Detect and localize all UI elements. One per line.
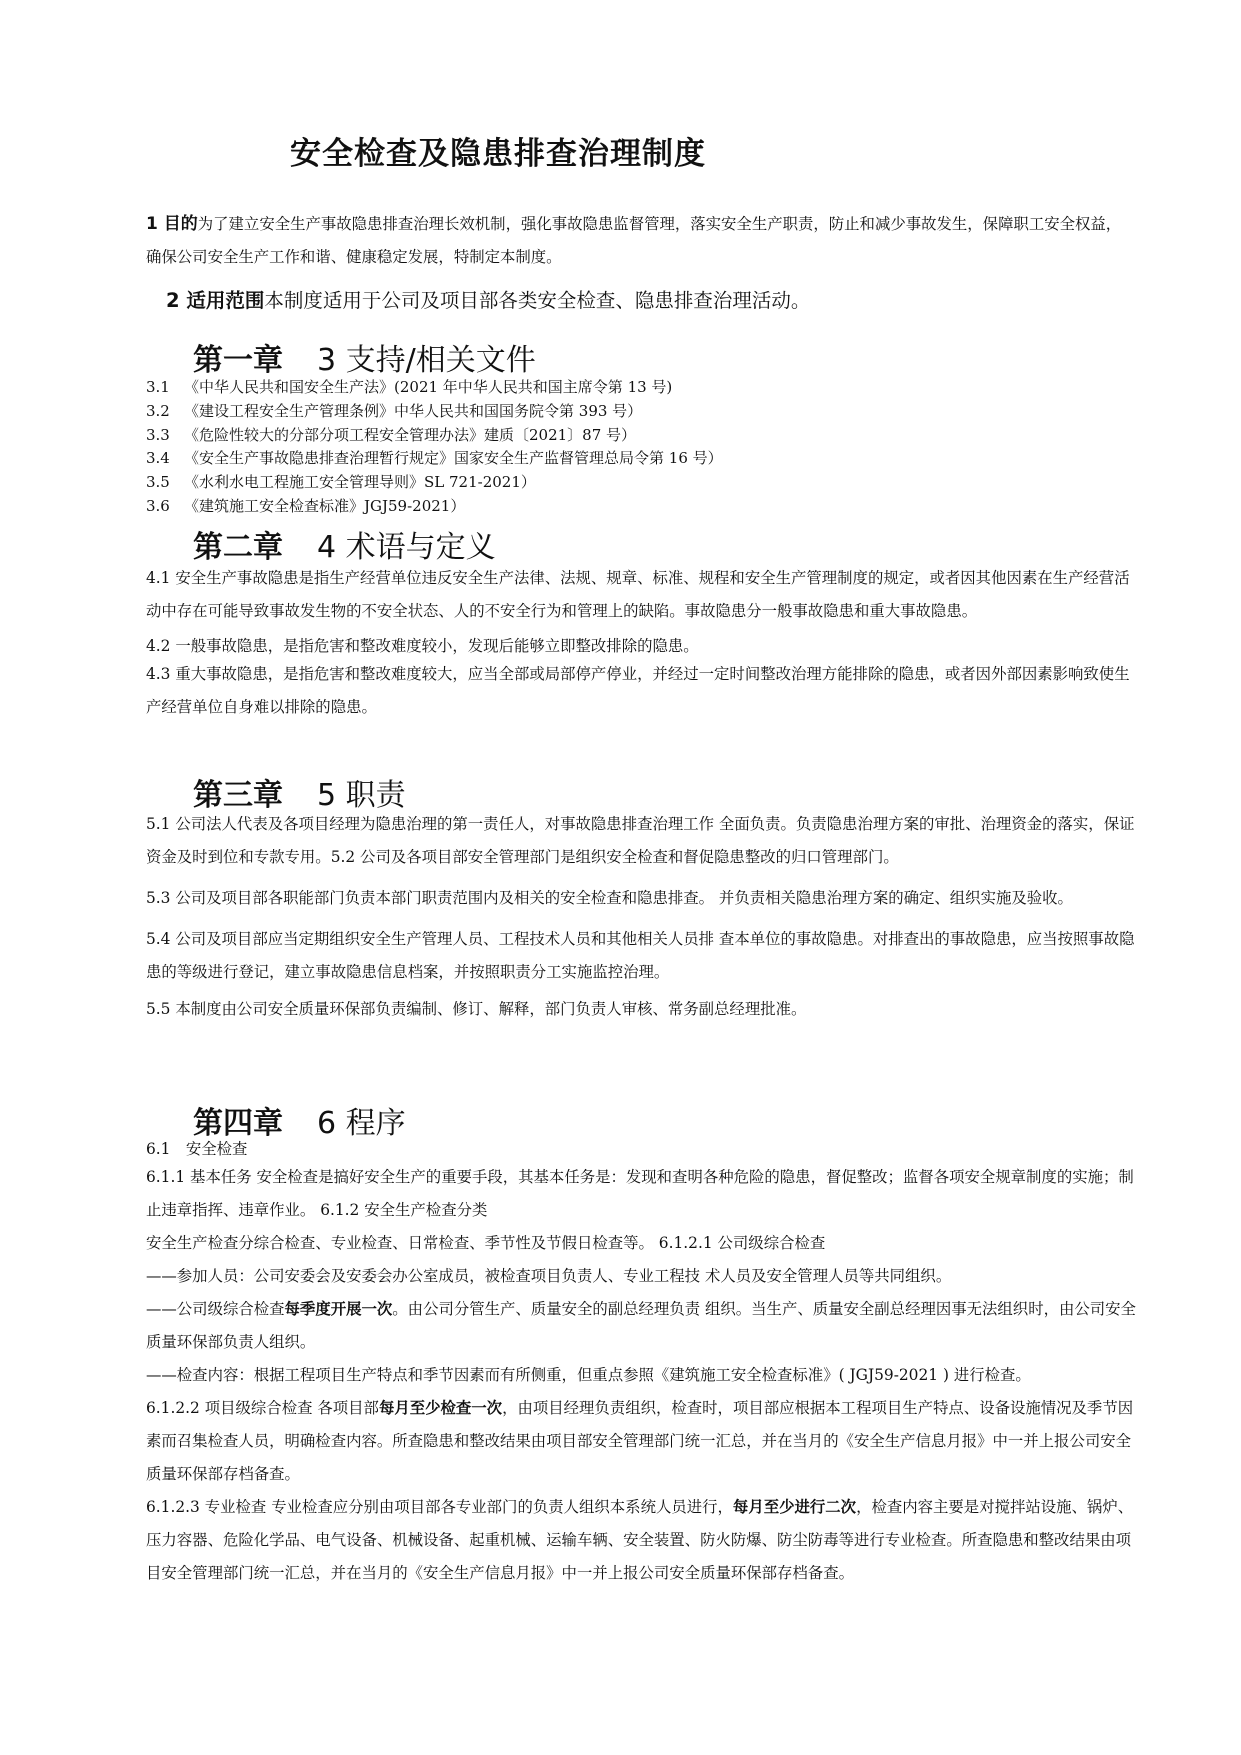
category-6-1-2: 安全生产检查分综合检查、专业检查、日常检查、季节性及节假日检查等。 6.1.2.1 公司级综合检查	[146, 1234, 826, 1252]
chapter-2-heading	[193, 522, 496, 566]
reference-item: 3.3 《危险性较大的分部分项工程安全管理办法》建质〔2021〕87 号）	[146, 425, 637, 444]
purpose-section	[146, 208, 1136, 274]
section-6-1: 6.1 安全检查	[146, 1140, 248, 1158]
definition-4-3: 4.3 重大事故隐患，是指危害和整改难度较大，应当全部或局部停产停业，并经过一定时间整改治理方能排除的隐患，或者因外部因素影响致使生产经营单位自身难以排除的隐患。	[146, 665, 1130, 716]
chapter-2-body	[146, 562, 1136, 724]
duty-5-3: 5.3 公司及项目部各职能部门负责本部门职责范围内及相关的安全检查和隐患排查。 并负责相关隐患治理方案的确定、组织实施及验收。	[146, 889, 1073, 907]
reference-item: 3.2 《建设工程安全生产管理条例》中华人民共和国国务院令第 393 号）	[146, 401, 643, 420]
chapter-1-heading	[193, 335, 536, 379]
definition-4-2: 4.2 一般事故隐患，是指危害和整改难度较小，发现后能够立即整改排除的隐患。	[146, 637, 699, 655]
task-6-1-1: 6.1.1 基本任务 安全检查是搞好安全生产的重要手段，其基本任务是：发现和查明各种危险的隐患，督促整改；监督各项安全规章制度的实施；制止违章指挥、违章作业。 6.1.2 安全生产检查分类	[146, 1168, 1134, 1219]
reference-item: 3.1 《中华人民共和国安全生产法》(2021 年中华人民共和国主席令第 13 号)	[146, 378, 673, 396]
duty-5-5: 5.5 本制度由公司安全质量环保部负责编制、修订、解释，部门负责人审核、常务副总经理批准。	[146, 1000, 807, 1018]
scope-text: 本制度适用于公司及项目部各类安全检查、隐患排查治理活动。	[264, 289, 811, 312]
participants: ——参加人员：公司安委会及安委会办公室成员，被检查项目负责人、专业工程技 术人员及安全管理人员等共同组织。	[146, 1267, 952, 1285]
inspection-content: ——检查内容：根据工程项目生产特点和季节因素而有所侧重，但重点参照《建筑施工安全检查标准》( JGJ59-2021 ) 进行检查。	[146, 1366, 1031, 1384]
chapter-3-number: 第三章	[193, 778, 283, 813]
company-inspection: ——公司级综合检查每季度开展一次。由公司分管生产、质量安全的副总经理负责 组织。当生产、质量安全副总经理因事无法组织时，由公司安全质量环保部负责人组织。	[146, 1300, 1136, 1351]
chapter-4-number: 第四章	[193, 1106, 283, 1141]
chapter-1-number: 第一章	[193, 343, 283, 378]
chapter-4-title: 6 程序	[317, 1106, 406, 1141]
document-title: 安全检查及隐患排查治理制度	[290, 136, 706, 172]
chapter-3-body	[146, 808, 1136, 1026]
project-inspection: 6.1.2.2 项目级综合检查 各项目部每月至少检查一次，由项目经理负责组织，检查时，项目部应根据本工程项目生产特点、设备设施情况及季节因素而召集检查人员，明确检查内容。所查隐患和整改结果由项目部安全管理部门统一汇总，并在当月的《安全生产信息月报》中一并上报公司安全质量环保部存档备查。	[146, 1399, 1134, 1483]
reference-item: 3.6 《建筑施工安全检查标准》JGJ59-2021）	[146, 496, 466, 515]
purpose-text: 为了建立安全生产事故隐患排查治理长效机制，强化事故隐患监督管理，落实安全生产职责，防止和减少事故发生，保障职工安全权益，确保公司安全生产工作和谐、健康稳定发展，特制定本制度。	[146, 215, 1122, 266]
chapter-2-number: 第二章	[193, 530, 283, 565]
purpose-label: 1 目的	[146, 214, 198, 234]
chapter-4-heading	[193, 1098, 406, 1142]
reference-list	[146, 376, 1146, 519]
scope-section	[166, 285, 810, 313]
specialty-inspection: 6.1.2.3 专业检查 专业检查应分别由项目部各专业部门的负责人组织本系统人员进行，每月至少进行二次，检查内容主要是对搅拌站设施、锅炉、压力容器、危险化学品、电气设备、机械设备、起重机械、运输车辆、安全装置、防火防爆、防尘防毒等进行专业检查。所查隐患和整改结果由项目安全管理部门统一汇总，并在当月的《安全生产信息月报》中一并上报公司安全质量环保部存档备查。	[146, 1498, 1134, 1582]
chapter-2-title: 4 术语与定义	[317, 530, 496, 565]
scope-label: 2 适用范围	[166, 289, 265, 312]
reference-item: 3.5 《水利水电工程施工安全管理导则》SL 721-2021）	[146, 473, 536, 492]
reference-item: 3.4 《安全生产事故隐患排查治理暂行规定》国家安全生产监督管理总局令第 16 号）	[146, 449, 723, 468]
chapter-4-body	[146, 1137, 1136, 1590]
definition-4-1: 4.1 安全生产事故隐患是指生产经营单位违反安全生产法律、法规、规章、标准、规程和安全生产管理制度的规定，或者因其他因素在生产经营活动中存在可能导致事故发生物的不安全状态、人的不安全行为和管理上的缺陷。事故隐患分一般事故隐患和重大事故隐患。	[146, 569, 1130, 620]
duty-5-4: 5.4 公司及项目部应当定期组织安全生产管理人员、工程技术人员和其他相关人员排 查本单位的事故隐患。对排查出的事故隐患，应当按照事故隐患的等级进行登记，建立事故隐患信息档案，并按照职责分工实施监控治理。	[146, 930, 1135, 981]
chapter-3-title: 5 职责	[317, 778, 406, 813]
duty-5-1: 5.1 公司法人代表及各项目经理为隐患治理的第一责任人，对事故隐患排查治理工作 全面负责。负责隐患治理方案的审批、治理资金的落实，保证资金及时到位和专款专用。5.2 公司及各项目部安全管理部门是组织安全检查和督促隐患整改的归口管理部门。	[146, 815, 1135, 866]
chapter-1-title: 3 支持/相关文件	[317, 343, 536, 378]
